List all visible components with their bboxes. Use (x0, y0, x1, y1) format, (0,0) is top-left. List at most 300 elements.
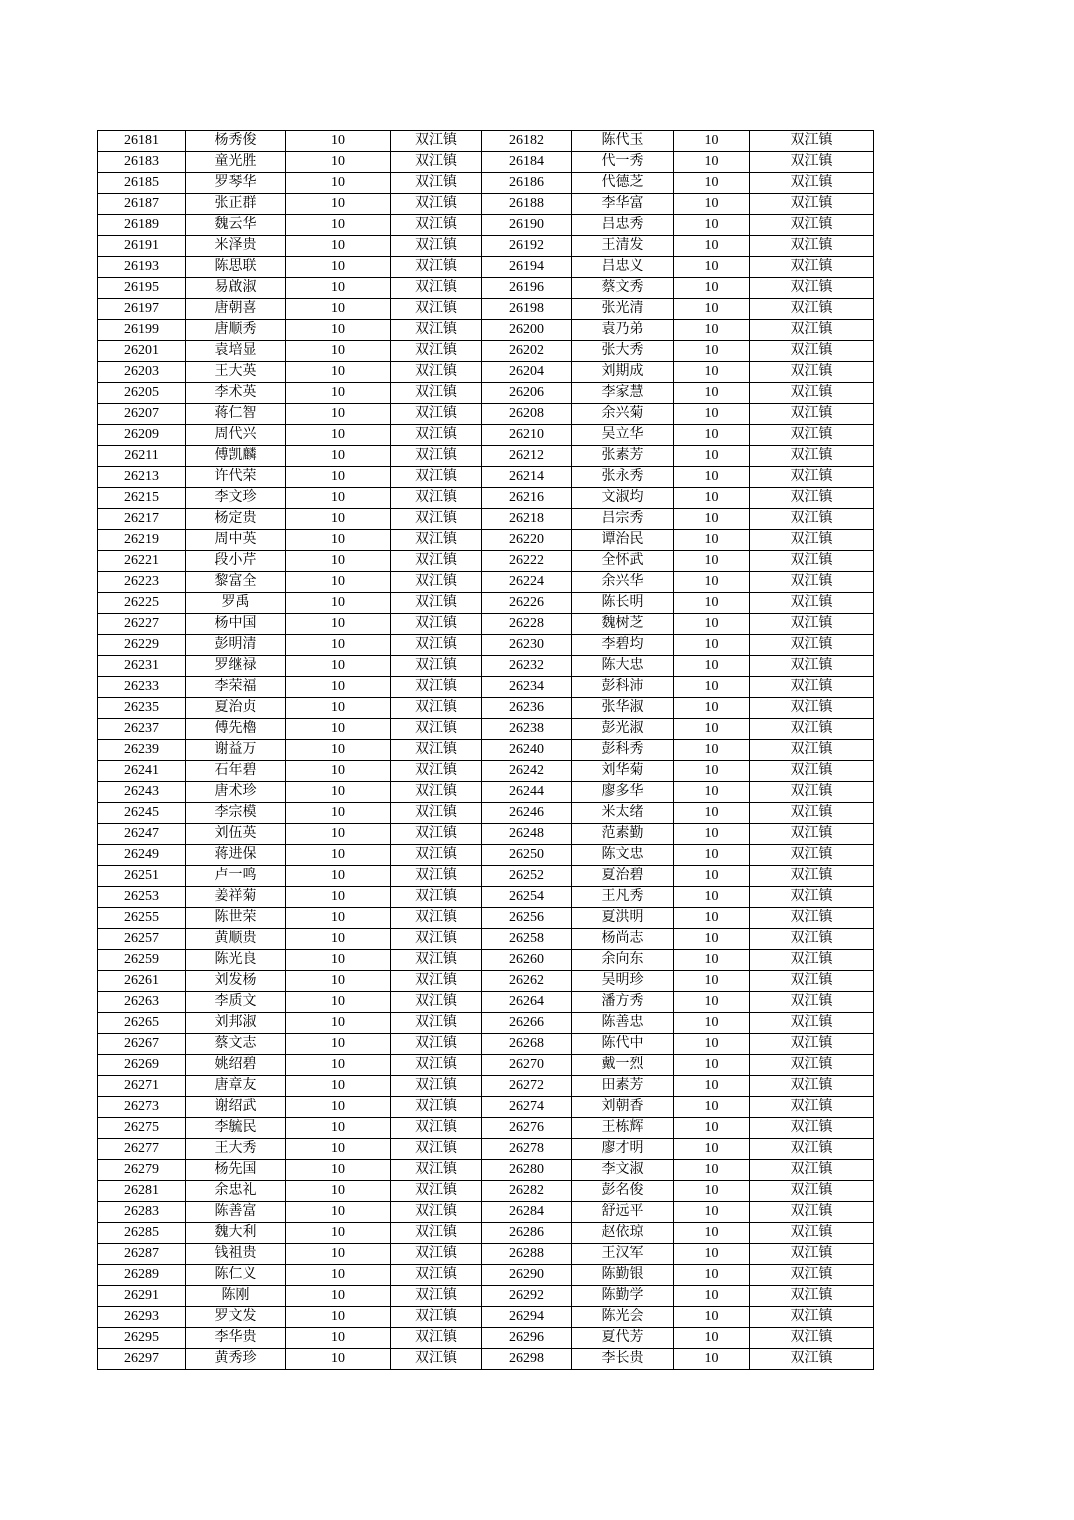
table-cell: 26289 (98, 1265, 186, 1286)
table-cell: 黄顺贵 (186, 929, 286, 950)
table-cell: 10 (286, 1034, 391, 1055)
table-cell: 26254 (482, 887, 572, 908)
table-cell: 双江镇 (750, 866, 874, 887)
table-cell: 10 (286, 1223, 391, 1244)
table-cell: 26290 (482, 1265, 572, 1286)
table-cell: 10 (674, 530, 750, 551)
table-cell: 26190 (482, 215, 572, 236)
table-cell: 26253 (98, 887, 186, 908)
table-row (98, 509, 874, 530)
table-cell: 10 (674, 236, 750, 257)
table-cell: 26215 (98, 488, 186, 509)
table-cell: 罗禹 (186, 593, 286, 614)
table-cell: 26262 (482, 971, 572, 992)
table-cell: 双江镇 (391, 782, 482, 803)
table-cell: 双江镇 (750, 677, 874, 698)
table-cell: 李术英 (186, 383, 286, 404)
table-cell: 范素勤 (572, 824, 674, 845)
table-cell: 黎富全 (186, 572, 286, 593)
table-cell: 26199 (98, 320, 186, 341)
table-cell: 李华富 (572, 194, 674, 215)
table-cell: 26207 (98, 404, 186, 425)
table-cell: 10 (674, 593, 750, 614)
table-cell: 双江镇 (750, 992, 874, 1013)
table-row (98, 467, 874, 488)
table-cell: 双江镇 (391, 1160, 482, 1181)
table-cell: 10 (674, 1034, 750, 1055)
table-cell: 26270 (482, 1055, 572, 1076)
table-row (98, 488, 874, 509)
table-cell: 26273 (98, 1097, 186, 1118)
table-cell: 26186 (482, 173, 572, 194)
table-row (98, 782, 874, 803)
table-cell: 26296 (482, 1328, 572, 1349)
table-cell: 杨定贵 (186, 509, 286, 530)
table-row (98, 950, 874, 971)
table-cell: 陈光良 (186, 950, 286, 971)
table-cell: 傅先櫓 (186, 719, 286, 740)
table-cell: 双江镇 (750, 530, 874, 551)
table-cell: 陈大忠 (572, 656, 674, 677)
table-cell: 双江镇 (391, 845, 482, 866)
table-cell: 魏树芝 (572, 614, 674, 635)
table-cell: 10 (286, 509, 391, 530)
table-cell: 26248 (482, 824, 572, 845)
table-cell: 10 (286, 719, 391, 740)
table-cell: 10 (674, 1181, 750, 1202)
table-cell: 10 (674, 1244, 750, 1265)
table-cell: 10 (674, 1097, 750, 1118)
table-row (98, 740, 874, 761)
table-row (98, 1055, 874, 1076)
table-cell: 26220 (482, 530, 572, 551)
table-cell: 26227 (98, 614, 186, 635)
table-cell: 26246 (482, 803, 572, 824)
table-row (98, 887, 874, 908)
table-cell: 双江镇 (750, 488, 874, 509)
table-cell: 10 (286, 761, 391, 782)
table-cell: 蒋仁智 (186, 404, 286, 425)
table-cell: 10 (286, 656, 391, 677)
table-cell: 26223 (98, 572, 186, 593)
table-cell: 10 (674, 299, 750, 320)
table-cell: 双江镇 (750, 446, 874, 467)
table-cell: 双江镇 (750, 1139, 874, 1160)
table-cell: 双江镇 (391, 1307, 482, 1328)
table-cell: 双江镇 (750, 341, 874, 362)
table-cell: 双江镇 (750, 236, 874, 257)
table-cell: 陈代中 (572, 1034, 674, 1055)
table-cell: 26247 (98, 824, 186, 845)
table-cell: 双江镇 (391, 740, 482, 761)
table-row (98, 341, 874, 362)
table-cell: 10 (286, 1349, 391, 1370)
table-row (98, 530, 874, 551)
table-row (98, 131, 874, 152)
table-row (98, 1013, 874, 1034)
table-cell: 26268 (482, 1034, 572, 1055)
table-cell: 双江镇 (750, 635, 874, 656)
table-row (98, 1160, 874, 1181)
table-cell: 双江镇 (750, 929, 874, 950)
table-cell: 双江镇 (391, 824, 482, 845)
table-cell: 文淑均 (572, 488, 674, 509)
table-cell: 双江镇 (391, 572, 482, 593)
table-cell: 双江镇 (750, 1244, 874, 1265)
table-cell: 吴明珍 (572, 971, 674, 992)
table-cell: 26298 (482, 1349, 572, 1370)
table-cell: 王栋辉 (572, 1118, 674, 1139)
table-cell: 10 (286, 1244, 391, 1265)
record-table (97, 130, 874, 1370)
table-cell: 26224 (482, 572, 572, 593)
table-cell: 双江镇 (750, 383, 874, 404)
table-row (98, 320, 874, 341)
table-cell: 双江镇 (391, 635, 482, 656)
table-cell: 姜祥菊 (186, 887, 286, 908)
table-cell: 双江镇 (750, 1118, 874, 1139)
table-cell: 双江镇 (750, 509, 874, 530)
table-cell: 26193 (98, 257, 186, 278)
table-cell: 10 (674, 278, 750, 299)
table-cell: 10 (286, 614, 391, 635)
table-cell: 李宗模 (186, 803, 286, 824)
table-cell: 唐顺秀 (186, 320, 286, 341)
table-cell: 26235 (98, 698, 186, 719)
table-cell: 李家慧 (572, 383, 674, 404)
table-cell: 10 (286, 782, 391, 803)
table-cell: 26281 (98, 1181, 186, 1202)
table-cell: 蔡文秀 (572, 278, 674, 299)
table-cell: 代一秀 (572, 152, 674, 173)
table-cell: 26195 (98, 278, 186, 299)
table-cell: 双江镇 (391, 1139, 482, 1160)
table-row (98, 992, 874, 1013)
table-cell: 10 (674, 509, 750, 530)
table-cell: 26293 (98, 1307, 186, 1328)
table-row (98, 446, 874, 467)
table-cell: 10 (286, 257, 391, 278)
table-cell: 双江镇 (750, 1181, 874, 1202)
table-cell: 双江镇 (391, 1223, 482, 1244)
table-cell: 王大英 (186, 362, 286, 383)
table-cell: 26213 (98, 467, 186, 488)
table-cell: 10 (674, 761, 750, 782)
table-cell: 26256 (482, 908, 572, 929)
table-row (98, 1349, 874, 1370)
table-cell: 李荣福 (186, 677, 286, 698)
table-cell: 赵依琼 (572, 1223, 674, 1244)
table-cell: 10 (674, 572, 750, 593)
table-cell: 双江镇 (750, 1265, 874, 1286)
table-cell: 双江镇 (391, 908, 482, 929)
table-cell: 26258 (482, 929, 572, 950)
table-cell: 唐术珍 (186, 782, 286, 803)
table-cell: 唐朝喜 (186, 299, 286, 320)
table-cell: 谭治民 (572, 530, 674, 551)
table-cell: 彭光淑 (572, 719, 674, 740)
table-cell: 26243 (98, 782, 186, 803)
table-cell: 10 (286, 698, 391, 719)
table-cell: 刘朝香 (572, 1097, 674, 1118)
table-cell: 26269 (98, 1055, 186, 1076)
table-cell: 10 (286, 1265, 391, 1286)
table-cell: 10 (286, 1013, 391, 1034)
table-cell: 李毓民 (186, 1118, 286, 1139)
table-row (98, 425, 874, 446)
table-cell: 双江镇 (391, 509, 482, 530)
table-cell: 李文珍 (186, 488, 286, 509)
table-cell: 10 (674, 782, 750, 803)
table-cell: 蔡文志 (186, 1034, 286, 1055)
table-cell: 10 (286, 362, 391, 383)
table-cell: 双江镇 (391, 131, 482, 152)
table-cell: 双江镇 (391, 656, 482, 677)
table-cell: 10 (286, 845, 391, 866)
table-cell: 双江镇 (750, 299, 874, 320)
table-cell: 10 (286, 278, 391, 299)
table-cell: 10 (286, 215, 391, 236)
table-cell: 双江镇 (391, 278, 482, 299)
table-cell: 10 (674, 950, 750, 971)
table-cell: 双江镇 (750, 908, 874, 929)
table-cell: 双江镇 (391, 761, 482, 782)
table-cell: 田素芳 (572, 1076, 674, 1097)
table-cell: 李长贵 (572, 1349, 674, 1370)
table-cell: 26286 (482, 1223, 572, 1244)
table-cell: 双江镇 (391, 551, 482, 572)
table-cell: 双江镇 (391, 614, 482, 635)
table-cell: 双江镇 (750, 698, 874, 719)
table-cell: 26221 (98, 551, 186, 572)
table-cell: 魏云华 (186, 215, 286, 236)
table-cell: 罗文发 (186, 1307, 286, 1328)
table-cell: 双江镇 (391, 425, 482, 446)
table-cell: 双江镇 (750, 152, 874, 173)
table-cell: 26250 (482, 845, 572, 866)
table-cell: 双江镇 (391, 677, 482, 698)
table-cell: 陈善富 (186, 1202, 286, 1223)
table-cell: 26194 (482, 257, 572, 278)
table-cell: 10 (674, 908, 750, 929)
table-cell: 双江镇 (750, 1286, 874, 1307)
table-row (98, 866, 874, 887)
table-cell: 26291 (98, 1286, 186, 1307)
table-cell: 戴一烈 (572, 1055, 674, 1076)
table-cell: 26283 (98, 1202, 186, 1223)
table-cell: 双江镇 (391, 1181, 482, 1202)
table-cell: 双江镇 (750, 887, 874, 908)
table-cell: 26203 (98, 362, 186, 383)
table-cell: 彭科秀 (572, 740, 674, 761)
table-cell: 26245 (98, 803, 186, 824)
table-cell: 双江镇 (391, 1055, 482, 1076)
table-cell: 陈善忠 (572, 1013, 674, 1034)
table-cell: 双江镇 (750, 278, 874, 299)
table-cell: 10 (286, 1181, 391, 1202)
table-cell: 双江镇 (750, 551, 874, 572)
table-cell: 10 (286, 1160, 391, 1181)
table-cell: 双江镇 (750, 215, 874, 236)
table-cell: 26232 (482, 656, 572, 677)
table-cell: 26219 (98, 530, 186, 551)
table-cell: 26251 (98, 866, 186, 887)
table-cell: 双江镇 (750, 1055, 874, 1076)
table-cell: 蒋进保 (186, 845, 286, 866)
table-cell: 10 (674, 971, 750, 992)
table-cell: 10 (286, 992, 391, 1013)
table-cell: 10 (286, 1076, 391, 1097)
table-row (98, 845, 874, 866)
table-cell: 10 (286, 950, 391, 971)
table-cell: 姚绍碧 (186, 1055, 286, 1076)
table-cell: 26181 (98, 131, 186, 152)
table-cell: 10 (674, 1160, 750, 1181)
table-cell: 吕忠义 (572, 257, 674, 278)
table-cell: 10 (674, 635, 750, 656)
table-cell: 双江镇 (750, 1160, 874, 1181)
table-cell: 双江镇 (391, 1076, 482, 1097)
table-cell: 舒远平 (572, 1202, 674, 1223)
table-cell: 张大秀 (572, 341, 674, 362)
table-cell: 26267 (98, 1034, 186, 1055)
table-cell: 陈文忠 (572, 845, 674, 866)
table-cell: 双江镇 (750, 425, 874, 446)
table-cell: 10 (674, 320, 750, 341)
table-cell: 26276 (482, 1118, 572, 1139)
table-row (98, 173, 874, 194)
table-cell: 张华淑 (572, 698, 674, 719)
table-cell: 26216 (482, 488, 572, 509)
table-cell: 26211 (98, 446, 186, 467)
table-cell: 双江镇 (391, 152, 482, 173)
table-cell: 李华贵 (186, 1328, 286, 1349)
table-cell: 杨尚志 (572, 929, 674, 950)
table-cell: 刘期成 (572, 362, 674, 383)
table-cell: 26233 (98, 677, 186, 698)
table-cell: 26225 (98, 593, 186, 614)
table-cell: 吕宗秀 (572, 509, 674, 530)
table-cell: 张正群 (186, 194, 286, 215)
table-cell: 双江镇 (750, 950, 874, 971)
table-row (98, 908, 874, 929)
table-cell: 26236 (482, 698, 572, 719)
table-cell: 全怀武 (572, 551, 674, 572)
table-cell: 陈世荣 (186, 908, 286, 929)
table-cell: 10 (286, 803, 391, 824)
table-cell: 10 (286, 383, 391, 404)
table-row (98, 383, 874, 404)
table-cell: 10 (674, 614, 750, 635)
table-cell: 双江镇 (750, 1307, 874, 1328)
table-row (98, 1139, 874, 1160)
table-cell: 双江镇 (750, 971, 874, 992)
table-row (98, 236, 874, 257)
table-cell: 26288 (482, 1244, 572, 1265)
table-cell: 罗琴华 (186, 173, 286, 194)
table-cell: 廖才明 (572, 1139, 674, 1160)
table-cell: 吕忠秀 (572, 215, 674, 236)
table-cell: 26222 (482, 551, 572, 572)
table-cell: 周代兴 (186, 425, 286, 446)
table-cell: 26201 (98, 341, 186, 362)
table-cell: 10 (286, 929, 391, 950)
table-cell: 26271 (98, 1076, 186, 1097)
table-cell: 26257 (98, 929, 186, 950)
table-cell: 双江镇 (391, 992, 482, 1013)
table-cell: 10 (674, 1055, 750, 1076)
table-cell: 10 (674, 803, 750, 824)
table-cell: 10 (286, 572, 391, 593)
table-cell: 杨秀俊 (186, 131, 286, 152)
table-cell: 10 (674, 719, 750, 740)
table-cell: 26260 (482, 950, 572, 971)
table-cell: 双江镇 (391, 1244, 482, 1265)
table-cell: 张光清 (572, 299, 674, 320)
table-cell: 双江镇 (391, 236, 482, 257)
table-row (98, 761, 874, 782)
table-row (98, 194, 874, 215)
table-cell: 10 (674, 1139, 750, 1160)
table-cell: 10 (286, 1097, 391, 1118)
table-cell: 双江镇 (391, 446, 482, 467)
table-row (98, 719, 874, 740)
table-cell: 吴立华 (572, 425, 674, 446)
table-cell: 26277 (98, 1139, 186, 1160)
table-cell: 双江镇 (391, 929, 482, 950)
table-cell: 10 (286, 908, 391, 929)
table-cell: 10 (674, 845, 750, 866)
table-cell: 26196 (482, 278, 572, 299)
table-cell: 双江镇 (391, 467, 482, 488)
table-cell: 双江镇 (391, 866, 482, 887)
record-table-body (98, 131, 874, 1370)
table-cell: 双江镇 (750, 761, 874, 782)
table-row (98, 1181, 874, 1202)
table-cell: 双江镇 (750, 1202, 874, 1223)
table-cell: 易啟淑 (186, 278, 286, 299)
table-cell: 26285 (98, 1223, 186, 1244)
table-cell: 石年碧 (186, 761, 286, 782)
table-cell: 双江镇 (750, 1034, 874, 1055)
table-cell: 26228 (482, 614, 572, 635)
table-cell: 26218 (482, 509, 572, 530)
table-cell: 10 (674, 257, 750, 278)
table-cell: 10 (674, 698, 750, 719)
table-cell: 陈代玉 (572, 131, 674, 152)
table-cell: 双江镇 (750, 803, 874, 824)
table-cell: 26278 (482, 1139, 572, 1160)
table-cell: 26242 (482, 761, 572, 782)
table-cell: 26197 (98, 299, 186, 320)
table-row (98, 152, 874, 173)
table-cell: 10 (674, 404, 750, 425)
table-row (98, 971, 874, 992)
table-cell: 彭明清 (186, 635, 286, 656)
table-cell: 10 (286, 173, 391, 194)
table-row (98, 803, 874, 824)
table-cell: 26209 (98, 425, 186, 446)
table-cell: 周中英 (186, 530, 286, 551)
table-cell: 10 (674, 929, 750, 950)
table-cell: 余忠礼 (186, 1181, 286, 1202)
table-cell: 双江镇 (391, 215, 482, 236)
table-cell: 10 (286, 1118, 391, 1139)
table-row (98, 593, 874, 614)
table-cell: 彭名俊 (572, 1181, 674, 1202)
table-cell: 双江镇 (391, 593, 482, 614)
table-cell: 双江镇 (391, 1328, 482, 1349)
